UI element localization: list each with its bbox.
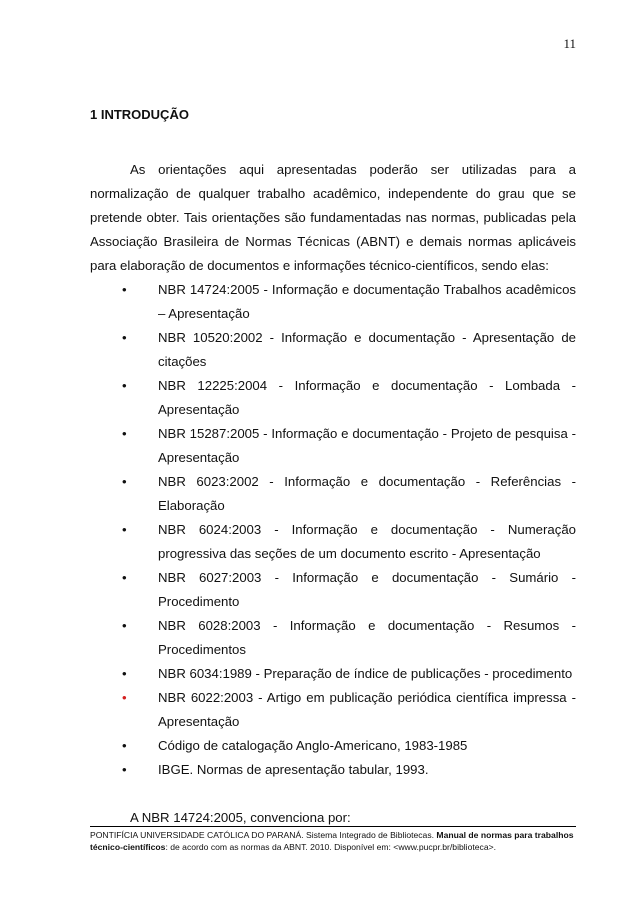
list-item-text: NBR 10520:2002 - Informação e documentação - Apresentação de citações — [158, 330, 576, 369]
bullet-icon: • — [122, 690, 127, 705]
footer-suffix: : de acordo com as normas da ABNT. 2010. Disponível em: <www.pucpr.br/biblioteca>. — [165, 842, 497, 852]
bullet-icon: • — [122, 666, 127, 681]
bullet-icon: • — [122, 618, 127, 633]
list-item-text: Código de catalogação Anglo-Americano, 1983-1985 — [158, 738, 468, 753]
bullet-icon: • — [122, 522, 127, 537]
list-item — [90, 518, 576, 566]
list-item-text: NBR 6034:1989 - Preparação de índice de publicações - procedimento — [158, 666, 573, 681]
footer-title: Manual de normas para trabalhos técnico-científicos — [90, 830, 574, 852]
list-item — [90, 758, 576, 782]
footer-prefix: PONTIFÍCIA UNIVERSIDADE CATÓLICA DO PARANÁ. Sistema Integrado de Bibliotecas. — [90, 830, 435, 840]
bullet-icon: • — [122, 378, 127, 393]
bullet-icon: • — [122, 474, 127, 489]
section-heading: 1 INTRODUÇÃO — [90, 107, 189, 122]
list-item — [90, 662, 576, 686]
norms-list — [90, 278, 576, 782]
closing-paragraph: A NBR 14724:2005, convenciona por: — [130, 810, 351, 825]
list-item — [90, 734, 576, 758]
list-item — [90, 326, 576, 374]
list-item-text: NBR 14724:2005 - Informação e documentação Trabalhos acadêmicos – Apresentação — [158, 282, 576, 321]
bullet-icon: • — [122, 330, 127, 345]
bullet-icon: • — [122, 570, 127, 585]
bullet-icon: • — [122, 282, 127, 297]
list-item-text: NBR 15287:2005 - Informação e documentação - Projeto de pesquisa - Apresentação — [158, 426, 576, 465]
list-item-text: NBR 6022:2003 - Artigo em publicação periódica científica impressa - Apresentação — [158, 690, 576, 729]
list-item-text: NBR 12225:2004 - Informação e documentação - Lombada - Apresentação — [158, 378, 576, 417]
footer-citation — [90, 826, 576, 853]
body-text — [90, 158, 576, 830]
page-number: 11 — [563, 36, 576, 51]
list-item-text: NBR 6027:2003 - Informação e documentação - Sumário - Procedimento — [158, 570, 576, 609]
list-item — [90, 374, 576, 422]
bullet-icon: • — [122, 738, 127, 753]
list-item-text: IBGE. Normas de apresentação tabular, 1993. — [158, 762, 429, 777]
list-item — [90, 422, 576, 470]
list-item — [90, 566, 576, 614]
list-item-text: NBR 6028:2003 - Informação e documentação - Resumos - Procedimentos — [158, 618, 576, 657]
list-item — [90, 614, 576, 662]
list-item-text: NBR 6024:2003 - Informação e documentação - Numeração progressiva das seções de um documento escrito - Apresentação — [158, 522, 576, 561]
intro-paragraph: As orientações aqui apresentadas poderão ser utilizadas para a normalização de qualquer trabalho acadêmico, independente do grau que se pretende obter. Tais orientações são fundamentadas nas normas, publicadas pela Associação Brasileira de Normas Técnicas (ABNT) e demais normas aplicáveis para elaboração de documentos e informações técnico-científicos, sendo elas: — [90, 162, 576, 273]
list-item-text: NBR 6023:2002 - Informação e documentação - Referências - Elaboração — [158, 474, 576, 513]
list-item — [90, 278, 576, 326]
bullet-icon: • — [122, 762, 127, 777]
list-item — [90, 470, 576, 518]
list-item — [90, 686, 576, 734]
bullet-icon: • — [122, 426, 127, 441]
